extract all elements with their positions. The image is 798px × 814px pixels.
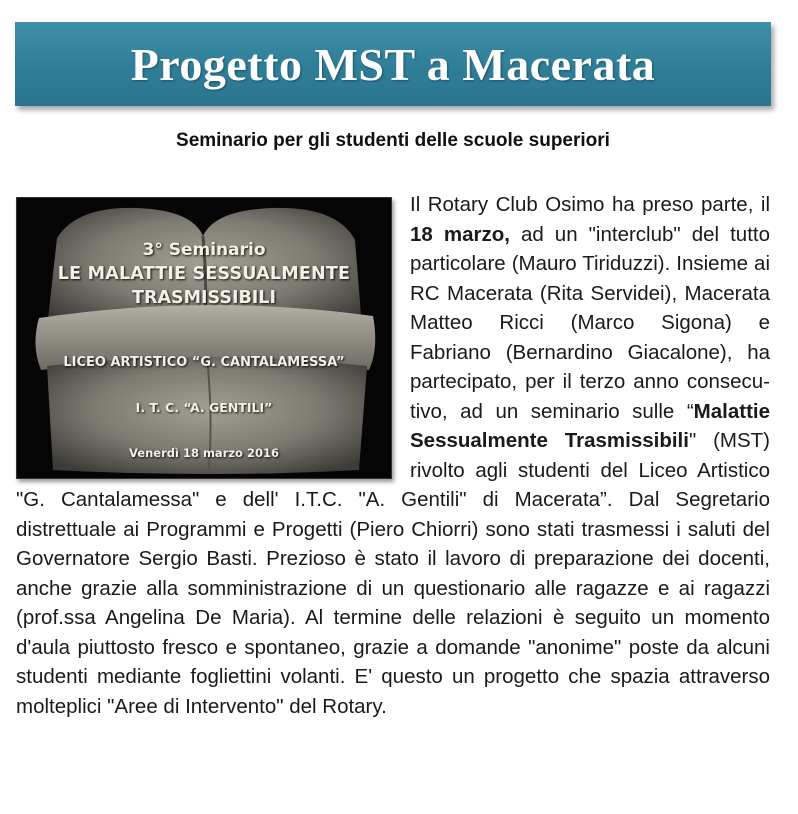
article-body <box>16 190 770 721</box>
article-text-body1: ad un "interclub" del tutto particolare (Mauro Tiriduzzi). Insieme ai RC Macerata (Rita Servidei), Macerata Matteo Ricci (Marco Sigona) e Fabriano (Bernardino Giacalone), ha partecipato, per il terzo anno consecutivo, ad un seminario sulle “ <box>410 222 770 423</box>
poster-school-2: I. T. C. “A. GENTILI” <box>135 400 273 415</box>
poster-date: Venerdì 18 marzo 2016 <box>129 446 279 460</box>
poster-title-line1: LE MALATTIE SESSUALMENTE <box>57 264 351 284</box>
article-subtitle: Seminario per gli studenti delle scuole superiori <box>176 130 610 151</box>
poster-title-line2: TRASMISSIBILI <box>132 288 276 308</box>
poster-school-1: LICEO ARTISTICO “G. CANTALAMESSA” <box>63 355 345 370</box>
poster-edition: 3° Seminario <box>142 240 266 260</box>
article-text-intro: Il Rotary Club Osimo ha preso parte, il <box>410 193 770 216</box>
title-banner <box>15 22 771 106</box>
event-date: 18 marzo, <box>410 222 510 246</box>
seminar-poster-image <box>16 197 392 479</box>
article-text-body2: " (MST) rivolto agli studenti del Liceo Artistico "G. Cantalamessa" e dell' I.T.C. "A. Gentili" di Macerata”. Dal Segretario distrettuale ai Programmi e Progetti (Piero Chiorri) sono stati trasmessi i saluti del Governatore Sergio Basti. Prezioso è stato il lavoro di preparazione dei docenti, anche grazie alla somministrazione di un questionario alle ragazze e ai ragazzi (prof.ssa Angelina De Maria). Al termine delle relazioni è seguito un momento d'aula piuttosto fresco e spontaneo, grazie a domande "anonime" poste da alcuni studenti mediante fogliettini volanti. E' questo un progetto che spazia attraverso molteplici "Aree di Intervento" del Rotary. <box>16 429 770 718</box>
page-title: Progetto MST a Macerata <box>130 38 656 90</box>
seminar-topic: Malattie Sessualmente Trasmissibili <box>410 399 770 452</box>
